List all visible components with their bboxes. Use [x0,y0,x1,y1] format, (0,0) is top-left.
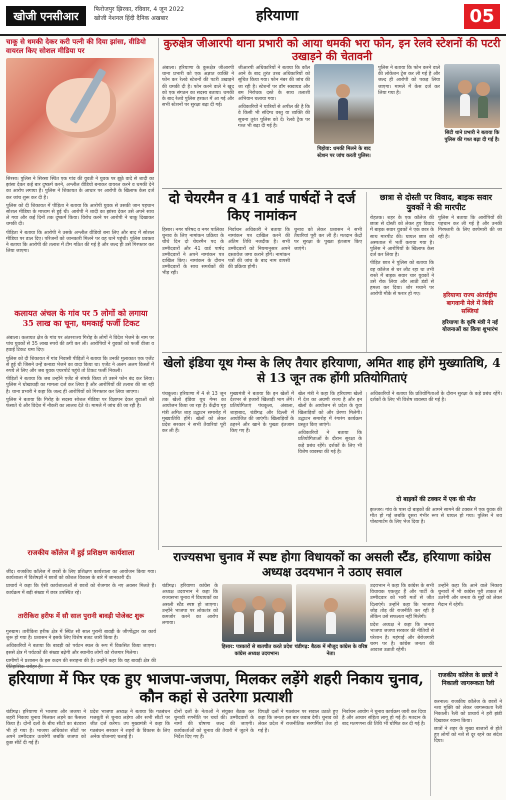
games-headline: खेलो इंडिया यूथ गेम्स के लिए तैयार हरियाणा, अमित शाह होंगे मुख्यातिथि, 4 से 13 जून तक होंगी प्रतियोगिताएं [163,356,501,385]
games-col-3 [298,392,362,542]
left-story-body [6,177,154,305]
column-divider [366,192,367,352]
rajya-photo-caption-2: चंडीगढ़: बैठक में मौजूद कांग्रेस के वरिष्ठ नेता। [294,644,368,657]
councillors-headline: दो चेयरमैन व 41 वार्ड पार्षदों ने दर्ज किए नामांकन [168,191,356,224]
person-figure [458,80,472,94]
left-story-photo [6,58,154,173]
paragraph: प्रदेश अध्यक्ष ने कहा कि जनता भाजपा जजपा सरकार की नीतियों से परेशान है। महंगाई और बेरोजगारी चरम पर है। कांग्रेस जनता की आवाज उठाती रहेगी। [370,623,434,654]
paragraph: हिसार। नगर परिषद व नगर पालिका चुनाव के लिए नामांकन प्रक्रिया के चौथे दिन दो चेयरमैन पद के उम्मीदवारों और 41 वार्ड पार्षद उम्मीदवारों ने अपने नामांकन पत्र दाखिल किए। नामांकन के दौरान उम्मीदवारों के साथ समर्थकों की भीड़ रही। [162,228,224,277]
paragraph: छात्रों ने शहर के मुख्य बाजारों से होते हुए लोगों को नशे से दूर रहने का संदेश दिया। [434,726,502,745]
paragraph: पंचकूला। हरियाणा में 4 से 13 जून तक खेलो इंडिया यूथ गेम्स का आयोजन किया जा रहा है। केंद्रीय गृह मंत्री अमित शाह उद्घाटन समारोह में मुख्यातिथि होंगे। खेलों को लेकर प्रदेश सरकार ने सभी तैयारियां पूरी कर ली हैं। [162,392,226,435]
left-story-headline: चाकू से धमकी देकर करी पत्नी की दिया झांसा, वीडियो वायरल किए सोशल मीडिया पर [6,38,146,55]
column-divider [430,670,431,796]
paragraph: पुलिस ने बताया कि गिरोह के सदस्य सोशल मीडिया पर विज्ञापन देकर युवाओं को फंसाते थे और विदेश में नौकरी का लालच देते थे। मामले में जांच की जा रही है। [6,397,154,410]
paragraph: झज्जर। गांव के पास दो बाइकों की आमने सामने की टक्कर में एक युवक की मौत हो गई जबकि दूसरा गंभीर रूप से घायल हो गया। पुलिस ने शव पोस्टमार्टम के लिए भेज दिया है। [370,508,502,526]
rajya-col-3 [438,584,502,662]
brand-logo: खोजी एनसीआर [6,6,86,26]
paragraph: विपक्षी दलों ने गठबंधन पर सवाल उठाते हुए कहा कि जनता इस बार जवाब देगी। चुनाव को लेकर प्रदेश में राजनीतिक सरगर्मियां तेज हो गई हैं। [258,710,338,734]
person-figure [326,612,336,634]
paragraph: अधिकारियों ने बताया कि प्रतियोगिताओं के दौरान सुरक्षा के कड़े प्रबंध रहेंगे। दर्शकों के लिए भी विशेष व्यवस्था की गई है। [298,431,362,455]
paragraph: अधिकारियों ने बताया कि बावड़ी को पर्यटन स्थल के रूप में विकसित किया जाएगा। इससे क्षेत्र में पर्यटकों की संख्या बढ़ेगी और स्थानीय लोगों को रोजगार मिलेगा। [6,644,156,656]
dateline-tagline: खोजी नेशनल हिंदी दैनिक अखबार [94,15,168,22]
paragraph: चंडीगढ़। हरियाणा कांग्रेस के अध्यक्ष उदयभान ने कहा कि राज्यसभा चुनाव में विधायकों का असली स्टैंड स्पष्ट हो जाएगा। उन्होंने भाजपा पर लोकतंत्र को कमजोर करने का आरोप लगाया। [162,584,218,627]
top-story-photo-1 [314,64,374,144]
person-figure [272,598,286,612]
person-figure [476,82,490,96]
paragraph: ग्रामीणों ने प्रशासन के इस कदम की सराहना की है। उन्होंने कहा कि यह बावड़ी क्षेत्र की ऐतिहासिक धरोहर है। [6,658,156,671]
paragraph: पीड़िता ने बताया कि आरोपी ने उसके अश्लील वीडियो बना लिए और बाद में सोशल मीडिया पर डाल दिए। परिजनों को जानकारी मिलने पर वह थाने पहुंची। पुलिस प्रवक्ता ने बताया कि आरोपी की तलाश में टीम गठित की गई है और जल्द ही उसे गिरफ्तार कर लिया जाएगा। [6,230,154,255]
rajya-col-2 [370,584,434,662]
civic-col-4 [258,710,338,796]
hostel-col-1 [370,216,434,348]
top-story-headline: कुरुक्षेत्र जीआरपी थाना प्रभारी को आया धमकी भरा फोन, इन रेलवे स्टेशनों की पटरी उखाड़ने की चेतावनी [163,37,501,63]
paragraph: जीआरपी अधिकारियों ने बताया कि कॉल आने के बाद तुरंत उच्च अधिकारियों को सूचित किया गया। फोन नंबर की जांच की जा रही है। स्टेशनों पर डॉग स्क्वायड और बम निरोधक दस्ते के साथ तलाशी अभियान चलाया गया। [238,66,310,103]
section-divider [162,188,502,189]
paragraph: अधिकारियों ने बताया कि प्रतियोगिताओं के दौरान सुरक्षा के कड़े प्रबंध रहेंगे। दर्शकों के लिए भी विशेष व्यवस्था की गई है। [370,392,502,404]
person-figure [232,598,246,612]
top-story-col-2 [238,66,310,184]
paragraph: पुलिस ने बताया कि फोन करने वाले की लोकेशन ट्रेस कर ली गई है और जल्द ही आरोपी को पकड़ लिया जाएगा। मामले में केस दर्ज कर लिया गया है। [378,66,440,96]
rajya-headline: राज्यसभा चुनाव में स्पष्ट होगा विधायकों का असली स्टैंड, हरियाणा कांग्रेस अध्यक्ष उदयभान ने उठाए सवाल [173,550,491,579]
paragraph: जींद। राजकीय कॉलेज में छात्रों के लिए प्रशिक्षण कार्यशाला का आयोजन किया गया। कार्यशाला में विशेषज्ञों ने छात्रों को कौशल विकास के बारे में जानकारी दी। [6,570,156,582]
paragraph: पुलिस ने बताया कि आरोपियों की पहचान कर ली गई है और उनकी गिरफ्तारी के लिए छापेमारी की जा रही है। [438,216,502,240]
dateline [94,5,264,23]
councillors-col-1 [162,228,224,346]
hostel-headline: छात्रा से दोस्ती पर विवाद, बाइक सवार युवकों ने की मारपीट [379,192,493,212]
councillors-col-2 [228,228,290,346]
section-divider [162,546,502,547]
paragraph: खेल मंत्री ने कहा कि हरियाणा खेलों में देश का अग्रणी राज्य है और इन खेलों के आयोजन से प्रदेश के युवा खिलाड़ियों को और प्रेरणा मिलेगी। उद्घाटन समारोह में रंगारंग कार्यक्रम प्रस्तुत किए जाएंगे। [298,392,362,429]
baoli-headline: तारीकिरा हरीफ में सौ साल पुरानी बावड़ी पोजेक्ट शुरू [17,612,145,620]
top-story-photo-caption-2: सिटी थाने प्रभारी ने बताया कि पुलिस की गश्त बढ़ा दी गई है। [444,130,500,143]
person-figure [252,596,266,610]
paragraph: अधिकारियों ने यात्रियों से अपील की है कि वे किसी भी संदिग्ध वस्तु या व्यक्ति की सूचना तुरंत पुलिस को दें। रेलवे ट्रैक पर गश्त भी बढ़ा दी गई है। [238,105,310,129]
brief-body [370,508,502,542]
person-figure [254,610,264,632]
paragraph: पीड़ित छात्र ने पुलिस को बताया कि वह कॉलेज से घर लौट रहा था तभी रास्ते में बाइक सवार चार युवकों ने उसे रोक लिया और लाठी डंडों से हमला कर दिया। शोर मचाने पर आरोपी मौके से फरार हो गए। [370,261,434,298]
paragraph: निर्वाचन आयोग ने चुनाव कार्यक्रम जारी कर दिया है और आचार संहिता लागू हो गई है। मतदान के बाद मतगणना की तिथि भी घोषित कर दी गई है। [342,710,426,728]
person-figure [324,598,338,612]
paragraph: करनाल। राजकीय कॉलेज के छात्रों ने नशा मुक्ति को लेकर जागरूकता रैली निकाली। रैली को प्राचार्य ने हरी झंडी दिखाकर रवाना किया। [434,700,502,724]
left-story-caption: कलायत अंचल के गांव पर 5 लोगों को लगाया 35 लाख का चूना, धमकाई फर्जी टिकट [14,308,148,328]
paragraph: प्राचार्य ने कहा कि ऐसी कार्यशालाओं से छात्रों को रोजगार के नए अवसर मिलते हैं। कार्यक्रम में बड़ी संख्या में छात्र उपस्थित रहे। [6,584,156,596]
top-story-photo-2 [444,64,500,128]
left-story-body-2 [6,336,154,546]
paragraph: रोहतक। शहर के एक कॉलेज की छात्रा से दोस्ती को लेकर हुए विवाद में बाइक सवार युवकों ने एक छात्र के साथ मारपीट की। घायल छात्र को अस्पताल में भर्ती कराया गया है। पुलिस ने आरोपियों के खिलाफ केस दर्ज कर लिया है। [370,216,434,259]
civic-side-body [434,700,502,796]
paragraph: चुनाव को लेकर प्रशासन ने सभी तैयारियां पूरी कर ली हैं। मतदान केंद्रों पर सुरक्षा के पुख्ता इंतजाम किए जाएंगे। [294,228,362,252]
rajya-col-1 [162,584,218,662]
college-workshop-headline: राजकीय कॉलेज में हुई प्रशिक्षण कार्यशाला [27,548,135,557]
person-figure [460,94,470,116]
masthead [0,0,506,36]
paragraph: उदयभान ने कहा कि कांग्रेस के सभी विधायक एकजुट हैं और पार्टी के उम्मीदवार को भारी मतों से जीत दिलाएंगे। उन्होंने कहा कि भाजपा जोड़ तोड़ की राजनीति कर रही है लेकिन उसे सफलता नहीं मिलेगी। [370,584,434,621]
paragraph: दोनों दलों के नेताओं ने संयुक्त बैठक कर चुनावी रणनीति पर चर्चा की। उम्मीदवारों के नामों की घोषणा जल्द की जाएगी। कार्यकर्ताओं को चुनाव की तैयारी में जुटने के निर्देश दिए गए हैं। [174,710,254,740]
paragraph: मुख्यमंत्री ने बताया कि इन खेलों में देशभर से हजारों खिलाड़ी भाग लेंगे। प्रतियोगिताएं पंचकूला, अंबाला, शाहाबाद, चंडीगढ़ और दिल्ली में आयोजित की जाएंगी। खिलाड़ियों के ठहरने और खाने के पुख्ता इंतजाम किए गए हैं। [230,392,294,435]
column-divider [158,38,159,550]
paragraph: पुलिस को दी शिकायत में पीड़िता ने बताया कि आरोपी युवक से उसकी जान पहचान सोशल मीडिया के माध्यम से हुई थी। आरोपी ने शादी का झांसा देकर उसे अपने साथ ले गया और कई दिनों तक दुष्कर्म किया। विरोध करने पर आरोपी ने चाकू दिखाकर धमकी दी। [6,203,154,228]
civic-headline: हरियाणा में फिर एक हुए भाजपा-जजपा, मिलकर लड़ेंगे शहरी निकाय चुनाव, कौन कहां से उतरेगा प्रत्याशी [8,670,424,706]
top-story-photo-caption-1: पिहोवा: धमकी मिलने के बाद स्टेशन पर जांच करती पुलिस। [317,146,371,159]
hostel-side-headline-2: हरियाणा के कृषि मंत्री ने नई योजनाओं का किया शुभारंभ [442,320,498,333]
rajya-photo-caption-1: हिसार: पत्रकारों से बातचीत करते प्रदेश कांग्रेस अध्यक्ष उदयभान। [221,644,293,657]
civic-col-5 [342,710,426,796]
hostel-side-headline: हरियाणा राज्य अंतर्राष्ट्रीय बागवानी मेले में बिकी सब्जियां [443,292,497,315]
brief-headline: दो बाइकों की टक्कर में एक की मौत [396,496,476,503]
hostel-col-2 [438,216,502,288]
top-story-col-3 [378,66,440,184]
paragraph: प्रदेश भाजपा अध्यक्ष ने बताया कि गठबंधन मजबूती से चुनाव लड़ेगा और सभी सीटों पर जीत दर्ज करेगा। उप मुख्यमंत्री ने कहा कि गठबंधन सरकार ने शहरों के विकास के लिए अनेक योजनाएं चलाई हैं। [90,710,170,740]
person-figure [478,96,488,118]
paragraph: उन्होंने कहा कि आने वाले निकाय चुनावों में भी कांग्रेस पूरी ताकत से उतरेगी और जनता के मुद्दों को लेकर मैदान में रहेगी। [438,584,502,608]
paragraph: पुलिस को दी शिकायत में गांव निवासी पीड़ितों ने बताया कि उनकी मुलाकात एक एजेंट से हुई थी जिसने उन्हें कनाडा भेजने का वादा किया था। एजेंट ने अलग अलग किस्तों में रुपये ले लिए और जब युवक एयरपोर्ट पहुंचे तो टिकट फर्जी निकली। [6,356,154,375]
councillors-col-3 [294,228,362,346]
paragraph: पीड़ितों ने बताया कि जब उन्होंने एजेंट से संपर्क किया तो उसने फोन बंद कर लिया। पुलिस ने धोखाधड़ी का मामला दर्ज कर लिया है और आरोपियों की तलाश की जा रही है। थाना प्रभारी ने कहा कि जल्द ही आरोपियों को गिरफ्तार कर लिया जाएगा। [6,377,154,395]
rajya-photo-2 [296,584,366,642]
civic-col-2 [90,710,170,796]
baoli-body [6,630,156,671]
page-number: 05 [464,4,500,29]
paragraph: गुरुग्राम। तारीकिरा हरीफ क्षेत्र में स्थित सौ साल पुरानी बावड़ी के जीर्णोद्धार का कार्य शुरू हो गया है। प्रशासन ने इसके लिए विशेष बजट जारी किया है। [6,630,156,642]
paragraph: सिरसा। पुलिस ने सिरसा स्थित एक गांव की युवती ने युवक पर झूठे वादे से शादी का झांसा देकर कई बार दुष्कर्म करने, अश्लील वीडियो बनाकर वायरल करने व धमकी देने का आरोप लगाया है। पुलिस ने शिकायत के आधार पर आरोपी के खिलाफ केस दर्ज कर जांच शुरू कर दी है। [6,177,154,201]
rajya-photo-1 [222,584,292,642]
section-title: हरियाणा [256,8,299,24]
section-divider [162,352,502,353]
civic-col-3 [174,710,254,796]
paragraph: अंबाला। हरियाणा के कुरुक्षेत्र जीआरपी थाना प्रभारी को एक अज्ञात व्यक्ति ने फोन कर रेलवे स्टेशनों की पटरी उखाड़ने की धमकी दी है। फोन करने वाले ने खुद को एक संगठन का सदस्य बताया। धमकी के बाद रेलवे पुलिस हरकत में आ गई और सभी स्टेशनों पर सुरक्षा बढ़ा दी गई। [162,66,234,109]
person-figure [234,612,244,634]
person-figure [336,84,350,98]
column-divider [366,392,367,542]
person-figure [338,98,348,120]
paragraph: निर्वाचन अधिकारी ने बताया कि नामांकन पत्र दाखिल करने की अंतिम तिथि नजदीक है। सभी उम्मीदवारों को नियमानुसार अपने दस्तावेज जमा कराने होंगे। नामांकन पत्रों की जांच के बाद नाम वापसी की प्रक्रिया होगी। [228,228,290,271]
top-story-col-1 [162,66,234,184]
games-col-1 [162,392,226,542]
games-col-2 [230,392,294,542]
civic-side-headline: राजकीय कॉलेज के छात्रों ने निकाली जागरूकता रैली [438,672,498,687]
paragraph: अंबाला। कलायत क्षेत्र के गांव पर अंतरराज्य गिरोह के लोगों ने विदेश भेजने के नाम पर पांच युवकों से 35 लाख रुपये की ठगी कर ली। आरोपियों ने युवकों को फर्जी वीजा व हवाई टिकट थमा दिए। [6,336,154,354]
paragraph: चंडीगढ़। हरियाणा में भाजपा और जजपा ने शहरी निकाय चुनाव मिलकर लड़ने का फैसला किया है। दोनों दलों के बीच सीटों का बंटवारा भी हो गया है। भाजपा अधिकांश सीटों पर अपने उम्मीदवार उतारेगी जबकि जजपा को कुछ सीटें दी गई हैं। [6,710,86,747]
person-figure [274,612,284,634]
civic-col-1 [6,710,86,796]
dateline-date: फिरोजपुर झिरका, रविवार, 4 जून 2022 [94,6,185,13]
